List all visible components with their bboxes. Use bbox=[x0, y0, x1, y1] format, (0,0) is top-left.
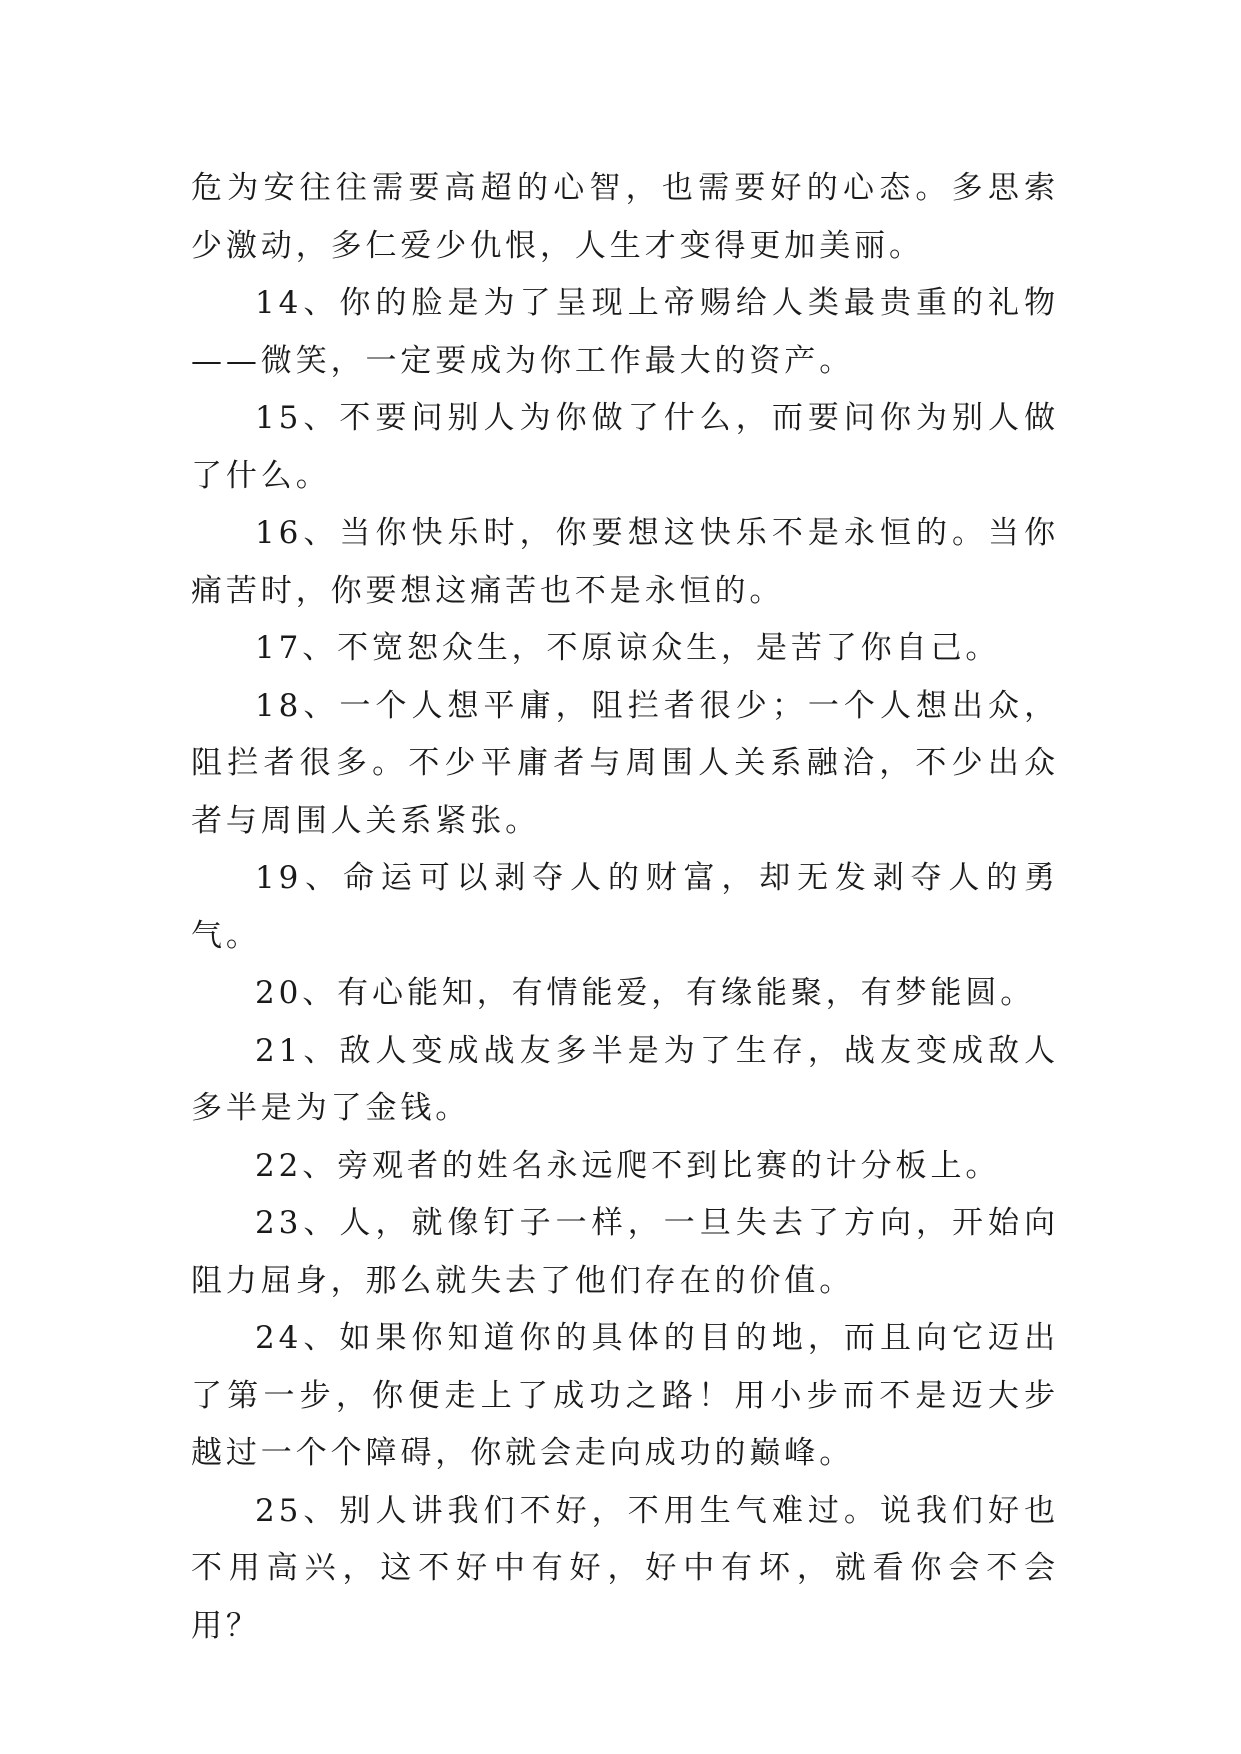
paragraph-item-19: 19、命运可以剥夺人的财富，却无发剥夺人的勇气。 bbox=[191, 860, 1059, 954]
document-body bbox=[191, 160, 1059, 1655]
paragraph-item-16: 16、当你快乐时，你要想这快乐不是永恒的。当你痛苦时，你要想这痛苦也不是永恒的。 bbox=[191, 515, 1059, 609]
paragraph-item-14: 14、你的脸是为了呈现上帝赐给人类最贵重的礼物——微笑，一定要成为你工作最大的资产。 bbox=[191, 285, 1059, 379]
paragraph-item-22: 22、旁观者的姓名永远爬不到比赛的计分板上。 bbox=[255, 1147, 1001, 1184]
paragraph-item-25: 25、别人讲我们不好，不用生气难过。说我们好也不用高兴，这不好中有好，好中有坏，就看你会不会用？ bbox=[191, 1492, 1059, 1644]
paragraph-item-15: 15、不要问别人为你做了什么，而要问你为别人做了什么。 bbox=[191, 400, 1059, 494]
paragraph-item-17: 17、不宽恕众生，不原谅众生，是苦了你自己。 bbox=[255, 630, 1001, 666]
paragraph-item-21: 21、敌人变成战友多半是为了生存，战友变成敌人多半是为了金钱。 bbox=[191, 1032, 1059, 1126]
paragraph-item-24: 24、如果你知道你的具体的目的地，而且向它迈出了第一步，你便走上了成功之路！用小步而不是迈大步越过一个个障碍，你就会走向成功的巅峰。 bbox=[191, 1320, 1059, 1471]
paragraph-item-18: 18、一个人想平庸，阻拦者很少；一个人想出众，阻拦者很多。不少平庸者与周围人关系融洽，不少出众者与周围人关系紧张。 bbox=[191, 687, 1059, 839]
paragraph-item-23: 23、人，就像钉子一样，一旦失去了方向，开始向阻力屈身，那么就失去了他们存在的价值。 bbox=[191, 1205, 1059, 1299]
paragraph-continuation: 危为安往往需要高超的心智，也需要好的心态。多思索少激动，多仁爱少仇恨，人生才变得更加美丽。 bbox=[191, 170, 1059, 264]
paragraph-item-20: 20、有心能知，有情能爱，有缘能聚，有梦能圆。 bbox=[255, 975, 1036, 1011]
